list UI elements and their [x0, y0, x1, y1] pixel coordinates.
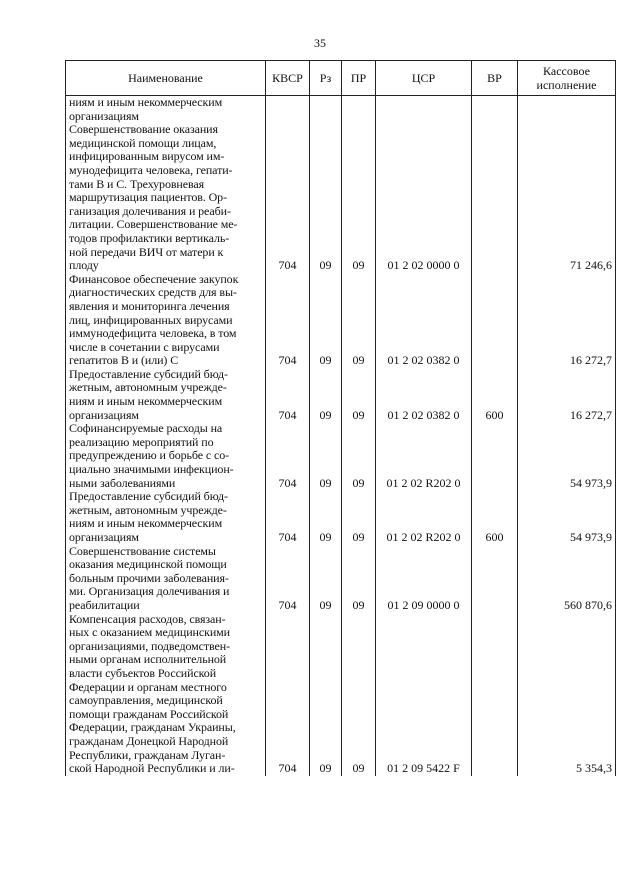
cell-kvsr: 704	[266, 545, 310, 613]
cell-name	[66, 368, 266, 422]
table-row	[66, 490, 616, 544]
cell-vr	[472, 123, 518, 273]
cell-csr: 01 2 02 0382 0	[376, 273, 472, 368]
header-name: Наименование	[66, 61, 266, 96]
cell-kvsr: 704	[266, 490, 310, 544]
table-row	[66, 96, 616, 124]
cell-kvsr: 704	[266, 123, 310, 273]
cell-amount	[518, 96, 616, 124]
cell-amount: 560 870,6	[518, 545, 616, 613]
cell-amount: 54 973,9	[518, 490, 616, 544]
cell-kvsr: 704	[266, 613, 310, 776]
header-vr: ВР	[472, 61, 518, 96]
header-kvsr: КВСР	[266, 61, 310, 96]
cell-kvsr: 704	[266, 422, 310, 490]
cell-vr	[472, 273, 518, 368]
cell-name	[66, 490, 266, 544]
cell-pr: 09	[342, 613, 376, 776]
table-row	[66, 422, 616, 490]
cell-pr: 09	[342, 123, 376, 273]
table-row	[66, 545, 616, 613]
cell-rz: 09	[310, 123, 342, 273]
header-kassovoe: Кассовое исполнение	[518, 61, 616, 96]
cell-name	[66, 273, 266, 368]
cell-amount: 71 246,6	[518, 123, 616, 273]
cell-pr: 09	[342, 490, 376, 544]
cell-amount: 16 272,7	[518, 273, 616, 368]
cell-vr: 600	[472, 490, 518, 544]
table-body	[66, 96, 616, 776]
cell-vr	[472, 422, 518, 490]
cell-csr: 01 2 02 0000 0	[376, 123, 472, 273]
cell-vr	[472, 613, 518, 776]
cell-amount: 54 973,9	[518, 422, 616, 490]
cell-name	[66, 613, 266, 776]
cell-rz	[310, 96, 342, 124]
cell-rz: 09	[310, 422, 342, 490]
cell-pr: 09	[342, 273, 376, 368]
cell-vr	[472, 96, 518, 124]
cell-vr: 600	[472, 368, 518, 422]
cell-amount: 16 272,7	[518, 368, 616, 422]
cell-csr	[376, 96, 472, 124]
table-row	[66, 123, 616, 273]
row-name-text: Совершенствование оказания медицинской помощи лицам, инфицированным вирусом им- мунодефицита человека, гепати- тами В и С. Трехуровневая маршрутизация пациентов. Ор- ганизация долечивания и реаби- литации. Совершенствование ме- тодов профилактики вертикаль- ной передачи ВИЧ от матери к плоду	[69, 122, 238, 273]
cell-amount: 5 354,3	[518, 613, 616, 776]
cell-csr: 01 2 02 R202 0	[376, 490, 472, 544]
cell-csr: 01 2 09 0000 0	[376, 545, 472, 613]
table-row	[66, 273, 616, 368]
cell-rz: 09	[310, 273, 342, 368]
cell-pr: 09	[342, 545, 376, 613]
header-row	[66, 61, 616, 96]
cell-kvsr: 704	[266, 273, 310, 368]
header-rz: Рз	[310, 61, 342, 96]
cell-rz: 09	[310, 545, 342, 613]
row-name-text: Компенсация расходов, связан- ных с оказанием медицинскими организациями, подведомствен- ными органам исполнительной власти субъектов Российской Федерации и органам местного самоуправления, медицинской помощи гражданам Российской Федерации, гражданам Украины, гражданам Донецкой Народной Республики, гражданам Луган- ской Народной Республики и ли-	[69, 611, 236, 776]
row-name-text: Предоставление субсидий бюд- жетным, автономным учрежде- ниям и иным некоммерческим организациям	[69, 489, 228, 544]
header-pr: ПР	[342, 61, 376, 96]
cell-csr: 01 2 02 R202 0	[376, 422, 472, 490]
row-name-text: Финансовое обеспечение закупок диагностических средств для вы- явления и мониторинга лечения лиц, инфицированных вирусами иммунодефицита человека, в том числе в сочетании с вирусами гепатитов В и (или) С	[69, 271, 239, 368]
header-csr: ЦСР	[376, 61, 472, 96]
cell-rz: 09	[310, 490, 342, 544]
cell-csr: 01 2 09 5422 F	[376, 613, 472, 776]
cell-vr	[472, 545, 518, 613]
page-number: 35	[314, 36, 326, 50]
cell-name	[66, 123, 266, 273]
table-row	[66, 368, 616, 422]
cell-name	[66, 96, 266, 124]
cell-name	[66, 422, 266, 490]
cell-csr: 01 2 02 0382 0	[376, 368, 472, 422]
cell-rz: 09	[310, 368, 342, 422]
cell-pr: 09	[342, 368, 376, 422]
cell-name	[66, 545, 266, 613]
cell-kvsr	[266, 96, 310, 124]
row-name-text: Совершенствование системы оказания медицинской помощи больным прочими заболевания- ми. Организация долечивания и реабилитации	[69, 543, 230, 612]
row-name-text: Предоставление субсидий бюд- жетным, автономным учрежде- ниям и иным некоммерческим организациям	[69, 366, 228, 422]
cell-pr: 09	[342, 422, 376, 490]
cell-rz: 09	[310, 613, 342, 776]
budget-table	[65, 60, 616, 776]
table-row	[66, 613, 616, 776]
row-name-text: ниям и иным некоммерческим организациям	[69, 95, 223, 123]
cell-kvsr: 704	[266, 368, 310, 422]
row-name-text: Софинансируемые расходы на реализацию мероприятий по предупреждению и борьбе с со- циально значимыми инфекцион- ными заболеваниями	[69, 421, 234, 490]
cell-pr	[342, 96, 376, 124]
